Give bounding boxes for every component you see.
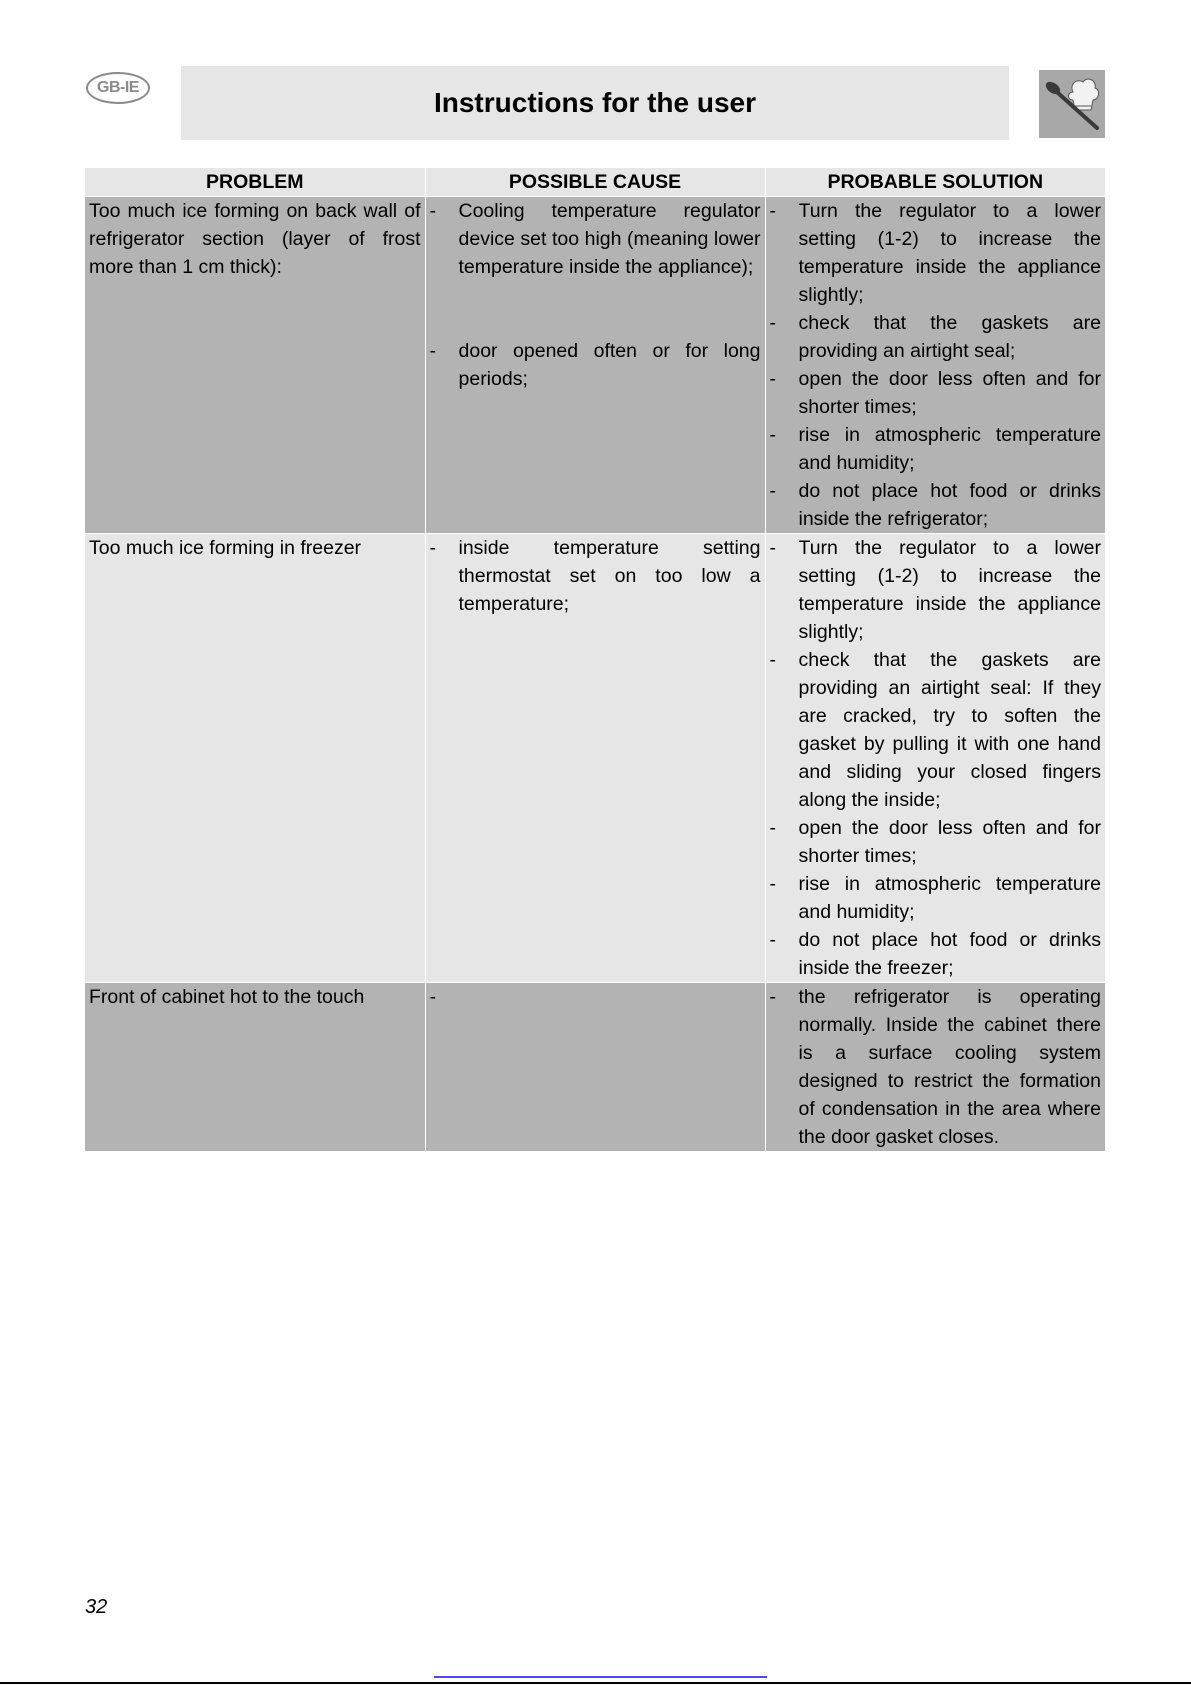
bullet-dash: - xyxy=(769,986,776,1008)
bullet-dash: - xyxy=(769,873,776,895)
solution-cell xyxy=(765,983,1105,1152)
cause-text xyxy=(459,983,761,1011)
solution-item xyxy=(770,365,1102,421)
page-title: Instructions for the user xyxy=(433,87,757,118)
solution-item xyxy=(770,477,1102,533)
header-problem: PROBLEM xyxy=(85,168,425,197)
cause-text: inside temperature setting thermostat set on too low a temperature; xyxy=(458,537,761,615)
cause-text: door opened often or for long periods; xyxy=(458,340,761,390)
solution-text: open the door less often and for shorter times; xyxy=(798,368,1101,418)
bullet-dash: - xyxy=(429,537,436,559)
solution-item xyxy=(770,926,1102,982)
bullet-dash: - xyxy=(429,340,436,362)
solution-text: rise in atmospheric temperature and humidity; xyxy=(798,873,1101,923)
header-probable-solution: PROBABLE SOLUTION xyxy=(765,168,1105,197)
problem-text: Front of cabinet hot to the touch xyxy=(89,986,365,1008)
solution-item xyxy=(770,421,1102,477)
bullet-dash: - xyxy=(769,368,776,390)
cause-text: Cooling temperature regulator device set too high (meaning lower temperature inside the appliance); xyxy=(458,200,761,278)
bullet-dash: - xyxy=(769,929,776,951)
solution-item xyxy=(770,197,1102,309)
solution-item xyxy=(770,309,1102,365)
solution-text: check that the gaskets are providing an airtight seal; xyxy=(798,312,1101,362)
solution-cell xyxy=(765,534,1105,983)
cause-item xyxy=(430,534,761,618)
problem-text: Too much ice forming in freezer xyxy=(89,537,362,559)
solution-text: do not place hot food or drinks inside the refrigerator; xyxy=(798,480,1101,530)
problem-text: Too much ice forming on back wall of refrigerator section (layer of frost more than 1 cm thick): xyxy=(89,200,421,278)
bullet-dash: - xyxy=(769,424,776,446)
bullet-dash: - xyxy=(769,817,776,839)
solution-cell xyxy=(765,197,1105,534)
bullet-dash: - xyxy=(769,480,776,502)
spoon-and-chef-hat-icon xyxy=(1039,70,1105,138)
table-row xyxy=(85,983,1105,1152)
bullet-dash: - xyxy=(429,200,436,222)
solution-text: rise in atmospheric temperature and humidity; xyxy=(798,424,1101,474)
solution-item xyxy=(770,534,1102,646)
cause-item xyxy=(430,197,761,281)
bullet-dash: - xyxy=(769,649,776,671)
solution-text: Turn the regulator to a lower setting (1-2) to increase the temperature inside the appliance slightly; xyxy=(798,537,1101,643)
table-row xyxy=(85,197,1105,534)
solution-item xyxy=(770,814,1102,870)
problem-cell xyxy=(85,197,425,534)
footer-link-underline[interactable] xyxy=(434,1676,767,1678)
cause-item xyxy=(430,983,761,1011)
problem-cell xyxy=(85,983,425,1152)
troubleshooting-table xyxy=(85,168,1105,1151)
cause-cell xyxy=(425,534,765,983)
bullet-dash: - xyxy=(769,537,776,559)
title-bar xyxy=(181,66,1009,140)
solution-text: check that the gaskets are providing an airtight seal: If they are cracked, try to soften the gasket by pulling it with one hand and sliding your closed fingers along the inside; xyxy=(798,649,1101,811)
bullet-dash: - xyxy=(769,312,776,334)
cause-cell xyxy=(425,197,765,534)
solution-text: Turn the regulator to a lower setting (1-2) to increase the temperature inside the appliance slightly; xyxy=(798,200,1101,306)
problem-cell xyxy=(85,534,425,983)
solution-text: the refrigerator is operating normally. Inside the cabinet there is a surface cooling system designed to restrict the formation of condensation in the area where the door gasket closes. xyxy=(798,986,1101,1148)
header-possible-cause: POSSIBLE CAUSE xyxy=(425,168,765,197)
table-row xyxy=(85,534,1105,983)
solution-item xyxy=(770,983,1102,1151)
bullet-dash: - xyxy=(769,200,776,222)
region-badge: GB-IE xyxy=(86,72,150,104)
bullet-dash: - xyxy=(429,986,436,1008)
cause-cell xyxy=(425,983,765,1152)
table-header-row xyxy=(85,168,1105,197)
footer-rule xyxy=(0,1682,1191,1684)
solution-item xyxy=(770,646,1102,814)
solution-text: open the door less often and for shorter times; xyxy=(798,817,1101,867)
solution-text: do not place hot food or drinks inside the freezer; xyxy=(798,929,1101,979)
page-number: 32 xyxy=(85,1596,108,1618)
solution-item xyxy=(770,870,1102,926)
cause-item xyxy=(430,337,761,393)
